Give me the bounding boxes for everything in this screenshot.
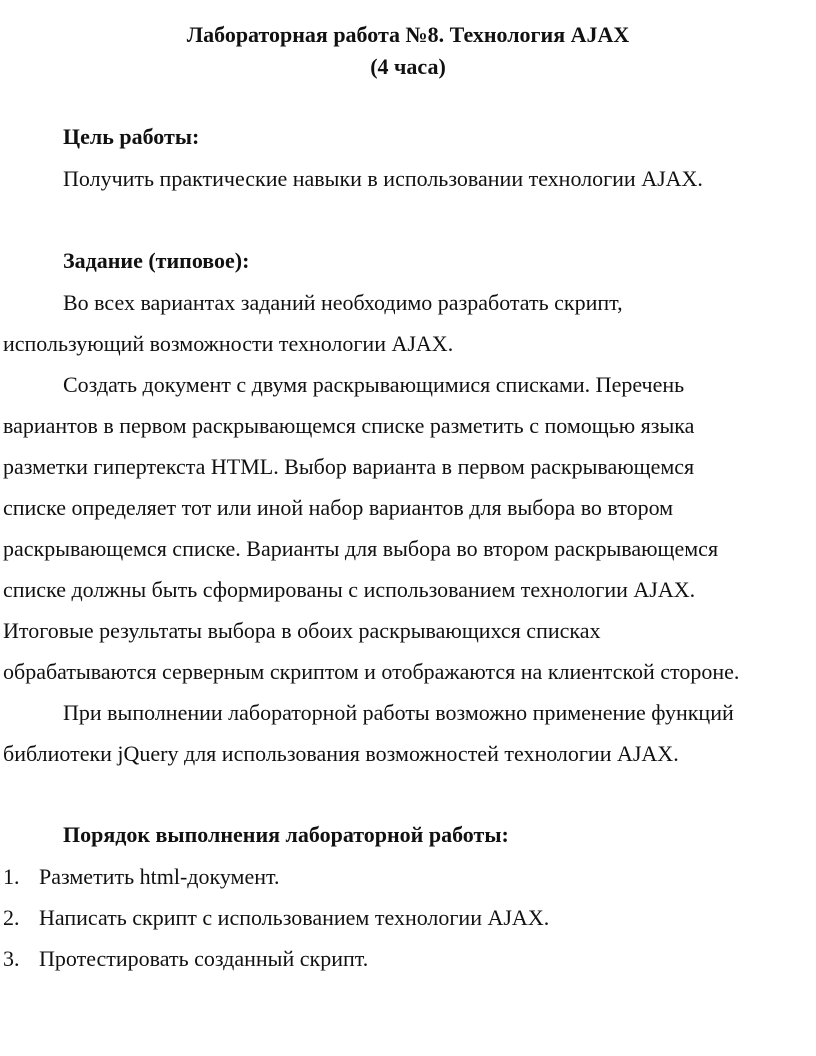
list-item: Разметить html-документ.: [39, 864, 280, 889]
procedure-heading: Порядок выполнения лабораторной работы:: [63, 822, 509, 847]
list-number: 3.: [3, 946, 20, 971]
goal-heading: Цель работы:: [63, 124, 200, 149]
goal-text: Получить практические навыки в использовании технологии AJAX.: [63, 166, 703, 191]
list-number: 2.: [3, 905, 20, 930]
task-line: обрабатываются серверным скриптом и отображаются на клиентской стороне.: [3, 659, 740, 684]
task-heading: Задание (типовое):: [63, 248, 250, 273]
task-line: Создать документ с двумя раскрывающимися списками. Перечень: [63, 372, 685, 397]
task-line: использующий возможности технологии AJAX.: [3, 331, 454, 356]
task-line: При выполнении лабораторной работы возможно применение функций: [63, 700, 734, 725]
task-line: списке определяет тот или иной набор вариантов для выбора во втором: [3, 495, 674, 520]
list-item: Написать скрипт с использованием технологии AJAX.: [39, 905, 550, 930]
task-line: списке должны быть сформированы с использованием технологии AJAX.: [3, 577, 696, 602]
task-line: Итоговые результаты выбора в обоих раскрывающихся списках: [3, 618, 601, 643]
task-line: Во всех вариантах заданий необходимо разработать скрипт,: [63, 290, 623, 315]
list-number: 1.: [3, 864, 20, 889]
task-line: вариантов в первом раскрывающемся списке разметить с помощью языка: [3, 413, 695, 438]
task-line: библиотеки jQuery для использования возможностей технологии AJAX.: [3, 741, 679, 766]
document-title: Лабораторная работа №8. Технология AJAX: [186, 22, 630, 47]
task-line: разметки гипертекста HTML. Выбор варианта в первом раскрывающемся: [3, 454, 695, 479]
list-item: Протестировать созданный скрипт.: [39, 946, 369, 971]
task-line: раскрывающемся списке. Варианты для выбора во втором раскрывающемся: [3, 536, 719, 561]
document-subtitle: (4 часа): [370, 54, 446, 79]
